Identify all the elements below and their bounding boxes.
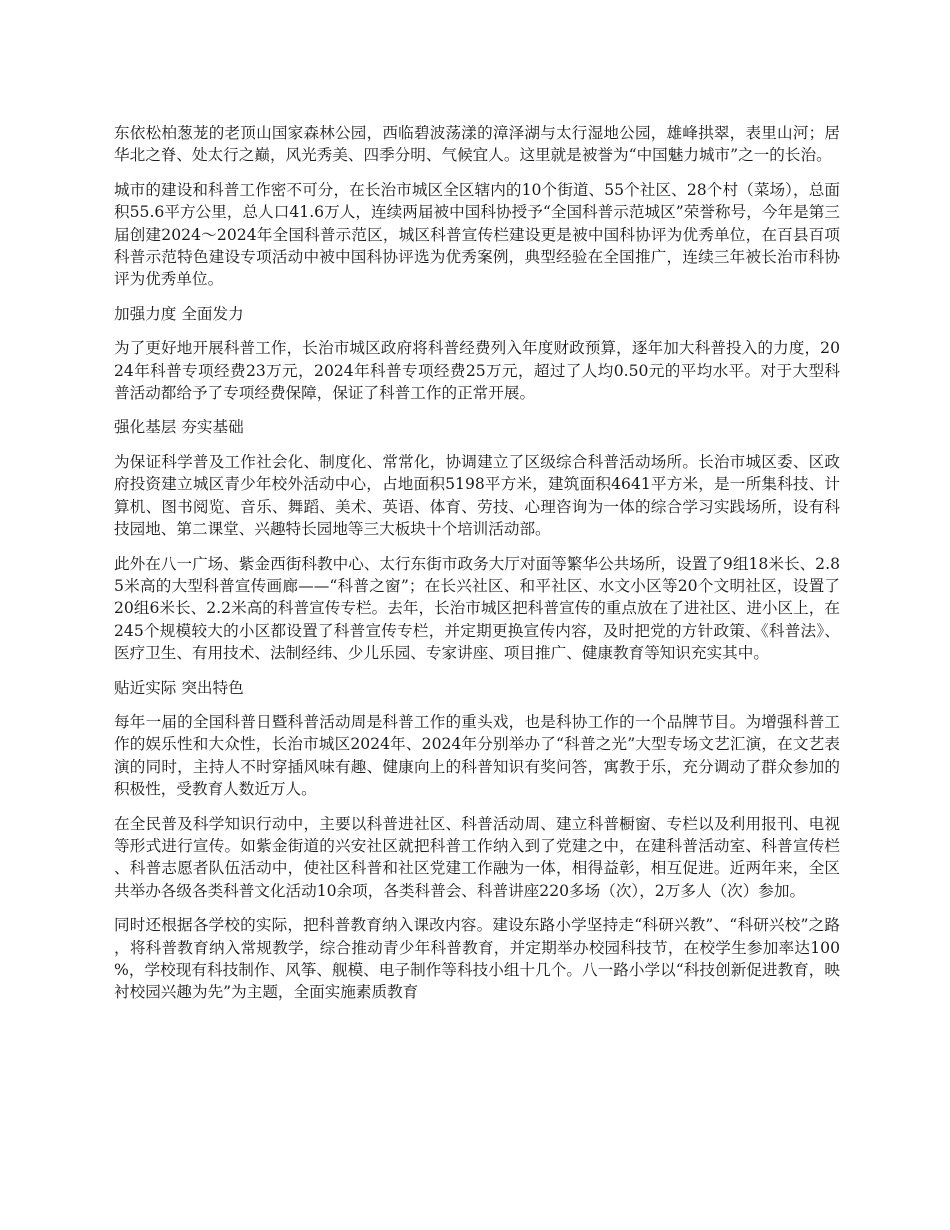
document-page xyxy=(114,122,840,1004)
paragraph-city-overview: 城市的建设和科普工作密不可分，在长治市城区全区辖内的10个街道、55个社区、28个村（菜场），总面积55.6平方公里，总人口41.6万人，连续两届被中国科协授予“全国科普示范城区”荣誉称号，今年是第三届创建2024～2024年全国科普示范区，城区科普宣传栏建设更是被中国科协评为优秀单位，在百县百项科普示范特色建设专项活动中被中国科协评选为优秀案例，典型经验在全国推广，连续三年被长治市科协评为优秀单位。 xyxy=(114,180,840,289)
paragraph-science-week: 每年一届的全国科普日暨科普活动周是科普工作的重头戏，也是科协工作的一个品牌节目。为增强科普工作的娱乐性和大众性，长治市城区2024年、2024年分别举办了“科普之光”大型专场文艺汇演，在文艺表演的同时，主持人不时穿插风味有趣、健康向上的科普知识有奖问答，寓教于乐，充分调动了群众参加的积极性，受教育人数近万人。 xyxy=(114,712,840,799)
paragraph-activity-center: 为保证科学普及工作社会化、制度化、常常化，协调建立了区级综合科普活动场所。长治市城区委、区政府投资建立城区青少年校外活动中心，占地面积5198平方米，建筑面积4641平方米，是一所集科技、计算机、图书阅览、音乐、舞蹈、美术、英语、体育、劳技、心理咨询为一体的综合学习实践场所，设有科技园地、第二课堂、兴趣特长园地等三大板块十个培训活动部。 xyxy=(114,452,840,539)
paragraph-community-outreach: 在全民普及科学知识行动中，主要以科普进社区、科普活动周、建立科普橱窗、专栏以及利用报刊、电视等形式进行宣传。如紫金街道的兴安社区就把科普工作纳入到了党建之中，在建科普活动室、科普宣传栏、科普志愿者队伍活动中，使社区科普和社区党建工作融为一体，相得益彰，相互促进。近两年来，全区共举办各级各类科普文化活动10余项，各类科普会、科普讲座220多场（次），2万多人（次）参加。 xyxy=(114,814,840,900)
paragraph-school-education: 同时还根据各学校的实际，把科普教育纳入课改内容。建设东路小学坚持走“科研兴教”、“科研兴校”之路，将科普教育纳入常规教学，综合推动青少年科普教育，并定期举办校园科技节，在校学生参加率达100%，学校现有科技制作、风筝、舰模、电子制作等科技小组十几个。八一路小学以“科技创新促进教育，映衬校园兴趣为先”为主题，全面实施素质教育 xyxy=(114,916,840,1002)
section-heading-funding: 加强力度 全面发力 xyxy=(114,304,244,323)
paragraph-funding: 为了更好地开展科普工作，长治市城区政府将科普经费列入年度财政预算，逐年加大科普投入的力度，2024年科普专项经费23万元，2024年科普专项经费25万元，超过了人均0.50元的平均水平。对于大型科普活动都给予了专项经费保障，保证了科普工作的正常开展。 xyxy=(114,339,840,403)
section-heading-grassroots: 强化基层 夯实基础 xyxy=(114,418,244,437)
section-heading-features: 贴近实际 突出特色 xyxy=(114,678,244,697)
paragraph-publicity-galleries: 此外在八一广场、紫金西街科教中心、太行东街市政务大厅对面等繁华公共场所，设置了9组18米长、2.85米高的大型科普宣传画廊——“科普之窗”；在长兴社区、和平社区、水文小区等20个文明社区，设置了20组6米长、2.2米高的科普宣传专栏。去年，长治市城区把科普宣传的重点放在了进社区、进小区上，在245个规模较大的小区都设置了科普宣传专栏，并定期更换宣传内容，及时把党的方针政策、《科普法》、医疗卫生、有用技术、法制经纬、少儿乐园、专家讲座、项目推广、健康教育等知识充实其中。 xyxy=(114,554,840,663)
paragraph-intro: 东依松柏葱茏的老顶山国家森林公园，西临碧波荡漾的漳泽湖与太行湿地公园，雄峰拱翠，表里山河；居华北之脊、处太行之巅，风光秀美、四季分明、气候宜人。这里就是被誉为“中国魅力城市”之一的长治。 xyxy=(114,124,840,165)
